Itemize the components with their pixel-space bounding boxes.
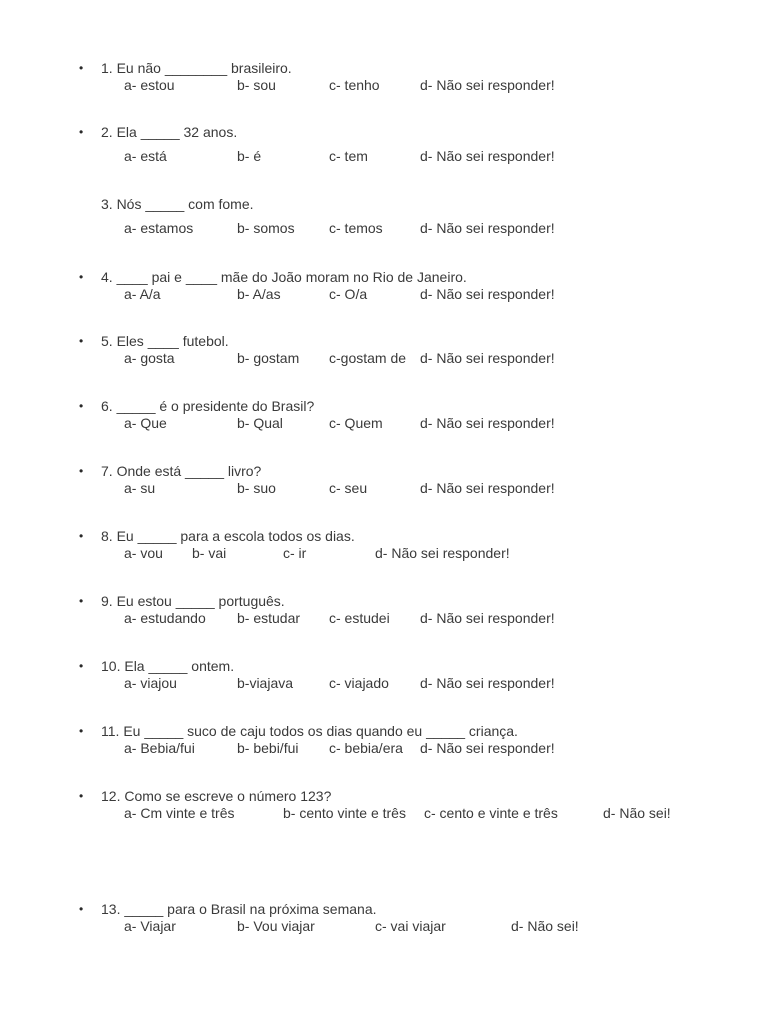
option-b: b- A/as	[237, 286, 281, 302]
option-c: c- cento e vinte e três	[424, 805, 558, 821]
answer-options	[0, 147, 768, 165]
question-text: 4. ____ pai e ____ mãe do João moram no Rio de Janeiro.	[101, 269, 467, 285]
bullet-marker: •	[79, 724, 84, 738]
answer-options	[0, 76, 768, 94]
option-d: d- Não sei responder!	[420, 220, 555, 236]
option-a: a- Que	[124, 415, 167, 431]
option-d: d- Não sei!	[511, 918, 579, 934]
option-b: b- somos	[237, 220, 295, 236]
question-text: 10. Ela _____ ontem.	[101, 658, 235, 674]
option-d: d- Não sei responder!	[420, 77, 555, 93]
option-b: b- é	[237, 148, 262, 164]
option-b: b-viajava	[237, 675, 294, 691]
bullet-marker: •	[79, 659, 84, 673]
option-c: c- tem	[329, 148, 368, 164]
option-a: a- estamos	[124, 220, 194, 236]
option-b: b- estudar	[237, 610, 301, 626]
question-text: 2. Ela _____ 32 anos.	[101, 124, 238, 140]
question-text: 9. Eu estou _____ português.	[101, 593, 285, 609]
answer-options	[0, 479, 768, 497]
bullet-marker: •	[79, 902, 84, 916]
option-d: d- Não sei responder!	[420, 415, 555, 431]
bullet-marker: •	[79, 61, 84, 75]
option-b: b- Qual	[237, 415, 283, 431]
option-b: b- cento vinte e três	[283, 805, 406, 821]
option-c: c- viajado	[329, 675, 389, 691]
option-c: c- vai viajar	[375, 918, 446, 934]
option-c: c- seu	[329, 480, 368, 496]
option-a: a- Viajar	[124, 918, 176, 934]
option-d: d- Não sei responder!	[420, 740, 555, 756]
option-a: a- su	[124, 480, 156, 496]
option-a: a- estudando	[124, 610, 206, 626]
question-text: 1. Eu não ________ brasileiro.	[101, 60, 292, 76]
option-a: a- Cm vinte e três	[124, 805, 235, 821]
option-b: b- sou	[237, 77, 276, 93]
answer-options	[0, 917, 768, 935]
answer-options	[0, 804, 768, 822]
answer-options	[0, 739, 768, 757]
question-text: 8. Eu _____ para a escola todos os dias.	[101, 528, 355, 544]
option-d: d- Não sei responder!	[420, 350, 555, 366]
option-a: a- estou	[124, 77, 175, 93]
option-b: b- Vou viajar	[237, 918, 315, 934]
option-d: d- Não sei responder!	[420, 675, 555, 691]
bullet-marker: •	[79, 399, 84, 413]
answer-options	[0, 674, 768, 692]
option-a: a- gosta	[124, 350, 175, 366]
question-text: 3. Nós _____ com fome.	[101, 196, 254, 212]
option-d: d- Não sei responder!	[375, 545, 510, 561]
option-c: c- tenho	[329, 77, 380, 93]
option-d: d- Não sei responder!	[420, 148, 555, 164]
question-text: 12. Como se escreve o número 123?	[101, 788, 332, 804]
answer-options	[0, 349, 768, 367]
question-text: 7. Onde está _____ livro?	[101, 463, 262, 479]
answer-options	[0, 609, 768, 627]
option-a: a- viajou	[124, 675, 177, 691]
option-d: d- Não sei responder!	[420, 480, 555, 496]
question-text: 6. _____ é o presidente do Brasil?	[101, 398, 315, 414]
option-a: a- A/a	[124, 286, 161, 302]
answer-options	[0, 219, 768, 237]
option-b: b- suo	[237, 480, 276, 496]
option-c: c- ir	[283, 545, 307, 561]
option-d: d- Não sei responder!	[420, 610, 555, 626]
bullet-marker: •	[79, 529, 84, 543]
bullet-marker: •	[79, 464, 84, 478]
option-a: a- está	[124, 148, 167, 164]
bullet-marker: •	[79, 789, 84, 803]
answer-options	[0, 285, 768, 303]
bullet-marker: •	[79, 270, 84, 284]
bullet-marker: •	[79, 125, 84, 139]
option-a: a- Bebia/fui	[124, 740, 195, 756]
question-text: 11. Eu _____ suco de caju todos os dias quando eu _____ criança.	[101, 723, 518, 739]
option-d: d- Não sei!	[603, 805, 671, 821]
option-c: c-gostam de	[329, 350, 407, 366]
option-b: b- gostam	[237, 350, 300, 366]
option-c: c- temos	[329, 220, 383, 236]
answer-options	[0, 414, 768, 432]
option-a: a- vou	[124, 545, 163, 561]
option-c: c- O/a	[329, 286, 368, 302]
option-b: b- bebi/fui	[237, 740, 299, 756]
option-c: c- estudei	[329, 610, 390, 626]
option-c: c- Quem	[329, 415, 383, 431]
bullet-marker: •	[79, 334, 84, 348]
answer-options	[0, 544, 768, 562]
option-c: c- bebia/era	[329, 740, 403, 756]
question-text: 5. Eles ____ futebol.	[101, 333, 229, 349]
option-d: d- Não sei responder!	[420, 286, 555, 302]
option-b: b- vai	[192, 545, 227, 561]
bullet-marker: •	[79, 594, 84, 608]
question-text: 13. _____ para o Brasil na próxima semana.	[101, 901, 377, 917]
